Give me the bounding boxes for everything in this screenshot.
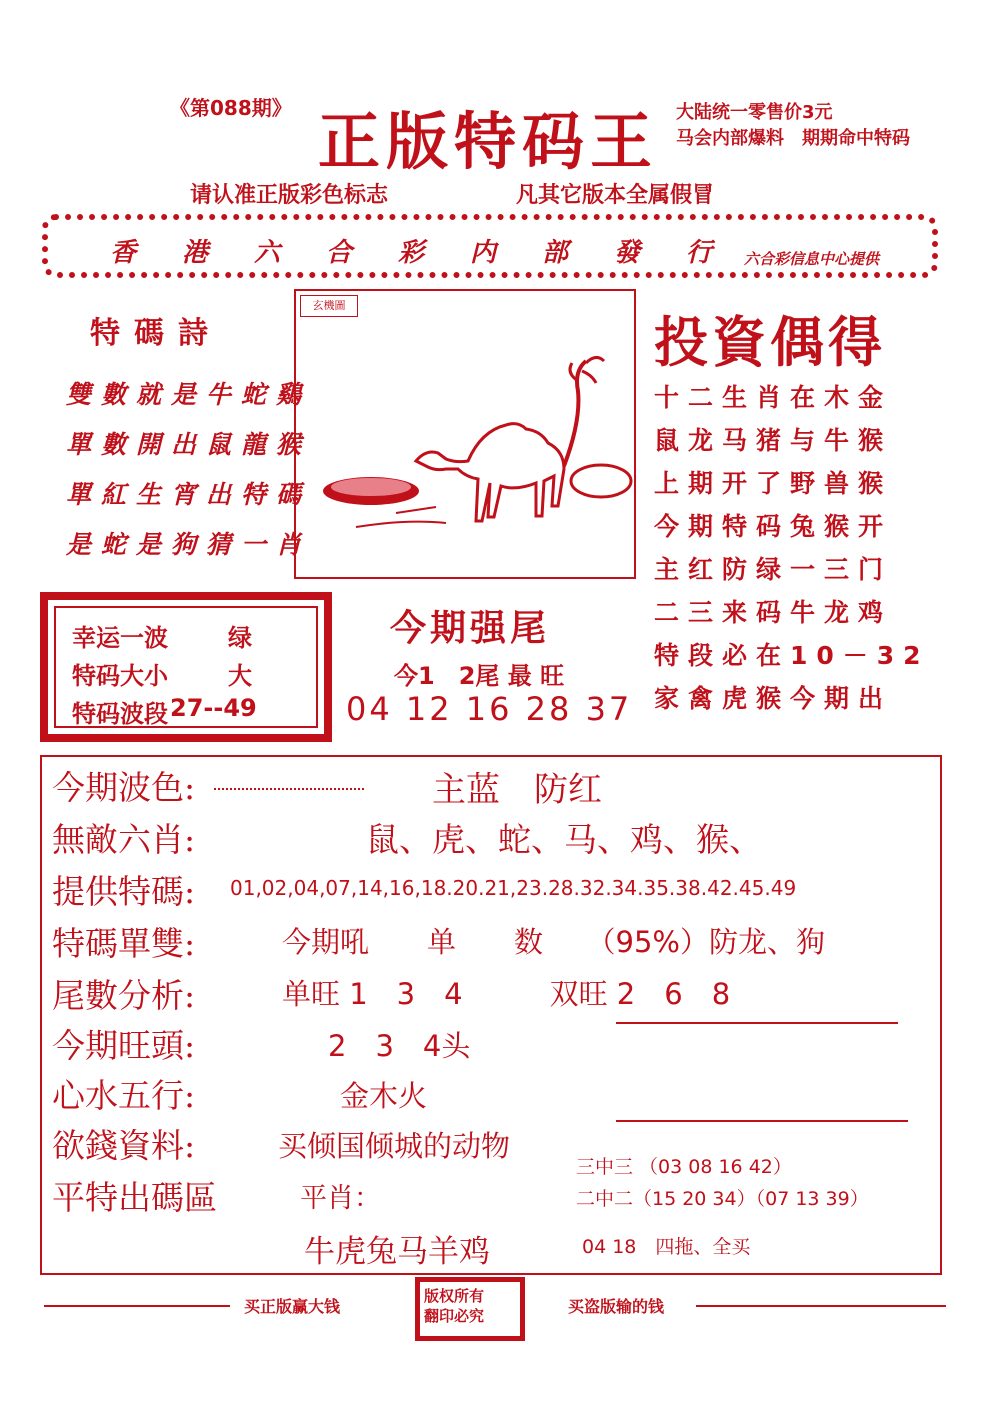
authentic-notice: 请认准正版彩色标志 <box>190 183 389 208</box>
footer-right-text: 买盗版输的钱 <box>568 1297 665 1316</box>
invest-line: 鼠龙马猪与牛猴 <box>654 426 893 455</box>
footer-line <box>696 1305 946 1307</box>
five-elements-value: 金木火 <box>340 1079 428 1113</box>
tail-analysis-label: 尾數分析: <box>52 976 196 1015</box>
invest-line: 今期特码兔猴开 <box>654 512 893 541</box>
footer-left-text: 买正版赢大钱 <box>244 1297 341 1316</box>
special-code-label: 提供特碼: <box>52 872 196 911</box>
footer-line <box>44 1305 230 1307</box>
copyright-line: 版权所有 <box>424 1287 485 1305</box>
poem-line: 單紅生宵出特碼 <box>66 480 312 509</box>
invest-line: 十二生肖在木金 <box>654 383 893 412</box>
wave-value: 主蓝 防红 <box>432 770 602 810</box>
invest-title: 投資偶得 <box>654 310 886 374</box>
money-value: 买倾国倾城的动物 <box>278 1129 511 1163</box>
odd-even-value: 今期吼 单 数 （95%）防龙、狗 <box>282 925 825 959</box>
invest-line: 家禽虎猴今期出 <box>654 684 893 713</box>
dotted-filler <box>214 788 364 790</box>
head-value: 2 3 4头 <box>328 1029 471 1063</box>
issuer-banner-sub: 六合彩信息中心提供 <box>744 250 880 268</box>
poem-line: 雙數就是牛蛇鷄 <box>66 380 312 409</box>
six-zodiac-label: 無敵六肖: <box>52 820 196 859</box>
combo-line: 二中二（15 20 34）（07 13 39） <box>576 1188 869 1210</box>
issuer-banner-text: 香港六合彩内部發行 <box>110 238 759 268</box>
copyright-line: 翻印必究 <box>424 1307 485 1325</box>
divider-line <box>616 1022 898 1024</box>
lucky-value: 大 <box>228 662 252 690</box>
invest-line: 主红防绿一三门 <box>654 555 893 584</box>
odd-even-label: 特碼單雙: <box>52 924 196 963</box>
flat-value: 牛虎兔马羊鸡 <box>304 1234 490 1270</box>
picture-stamp: 玄機圖 <box>300 295 358 317</box>
combo-line: 三中三 （03 08 16 42） <box>576 1156 792 1178</box>
flat-sub: 平肖： <box>300 1183 381 1214</box>
strong-tail-title: 今期强尾 <box>390 607 551 649</box>
poem-line: 是蛇是狗猜一肖 <box>66 530 312 559</box>
six-zodiac-value: 鼠、虎、蛇、马、鸡、猴、 <box>366 820 762 859</box>
price-line: 大陆统一零售价3元 <box>676 102 833 123</box>
head-label: 今期旺頭: <box>52 1026 196 1065</box>
combo-line: 04 18 四拖、全买 <box>582 1236 751 1258</box>
counterfeit-notice: 凡其它版本全属假冒 <box>516 183 715 208</box>
lucky-value: 绿 <box>228 624 252 652</box>
invest-line: 特段必在10－32 <box>654 641 930 670</box>
invest-line: 二三来码牛龙鸡 <box>654 598 893 627</box>
tail-analysis-value: 单旺 1 3 4 双旺 2 6 8 <box>282 977 731 1011</box>
lucky-value: 27--49 <box>170 694 257 722</box>
slogan-line: 马会内部爆料 期期命中特码 <box>676 128 910 149</box>
camel-icon <box>296 291 634 577</box>
flat-label: 平特出碼區 <box>52 1178 217 1217</box>
special-code-value: 01,02,04,07,14,16,18.20.21,23.28.32.34.35.38.42.45.49 <box>230 876 797 900</box>
wave-label: 今期波色: <box>52 768 196 807</box>
divider-line <box>616 1120 908 1122</box>
issue-number: 《第088期》 <box>170 96 292 120</box>
poem-line: 單數開出鼠龍猴 <box>66 430 312 459</box>
lucky-label: 特码波段 <box>72 700 168 728</box>
strong-tail-numbers: 04 12 16 28 37 <box>346 690 633 728</box>
riddle-picture <box>294 289 636 579</box>
lucky-label: 幸运一波 <box>72 624 168 652</box>
page-title: 正版特码王 <box>318 105 659 178</box>
money-label: 欲錢資料: <box>52 1126 196 1165</box>
invest-line: 上期开了野兽猴 <box>654 469 893 498</box>
five-elements-label: 心水五行: <box>52 1076 196 1115</box>
poem-title: 特碼詩 <box>90 316 222 351</box>
strong-tail-sub: 今1 2尾 最 旺 <box>394 662 565 690</box>
lucky-label: 特码大小 <box>72 662 168 690</box>
